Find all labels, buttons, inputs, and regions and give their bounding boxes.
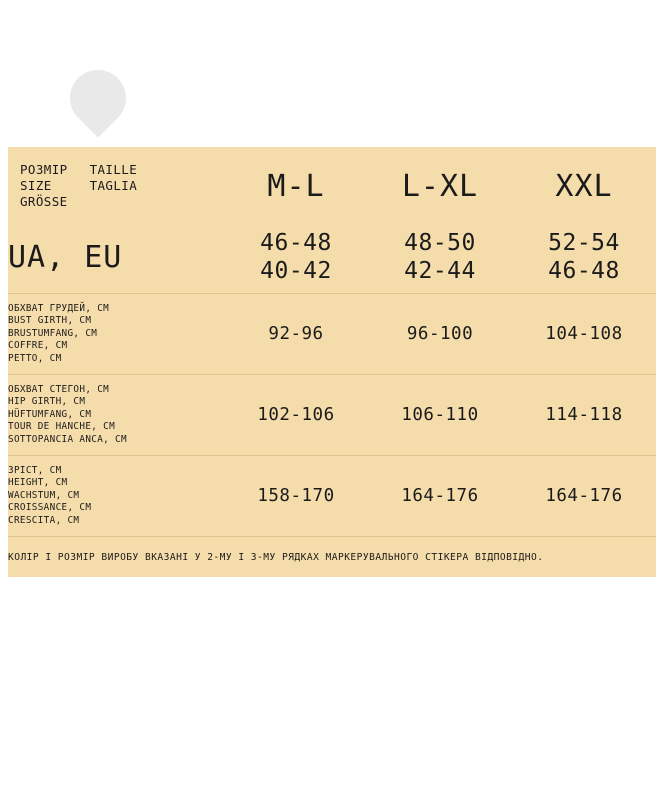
- table-cell: 114-118: [512, 375, 656, 456]
- size-column-heading: XXL: [555, 168, 613, 204]
- leaf-icon: [58, 58, 137, 137]
- size-column-heading: M-L: [267, 168, 325, 204]
- label-line: ЗРІСТ, СМ: [8, 465, 62, 477]
- row-label-hip-girth: [8, 375, 224, 456]
- label-line: ОБХВАТ ГРУДЕЙ, СМ: [8, 303, 110, 315]
- table-cell: [512, 221, 656, 294]
- label-line: CROISSANCE, СМ: [8, 502, 92, 514]
- size-chart-table: [8, 147, 656, 577]
- table-row-height: [8, 456, 656, 537]
- header-labels-fr-it: [90, 162, 138, 210]
- table-cell: [224, 221, 368, 294]
- header-label: РОЗМІР: [20, 162, 68, 177]
- row-label-height: [8, 456, 224, 537]
- label-line: ОБХВАТ СТЕГОН, СМ: [8, 384, 110, 396]
- header-label: GRÖSSE: [20, 194, 68, 209]
- label-line: PETTO, СМ: [8, 352, 62, 364]
- label-line: CRESCITA, СМ: [8, 514, 80, 526]
- value-bottom: 42-44: [404, 258, 476, 284]
- label-line: TOUR DE HANCHE, СМ: [8, 421, 116, 433]
- label-line: COFFRE, СМ: [8, 340, 68, 352]
- label-line: HEIGHT, СМ: [8, 477, 68, 489]
- header-label: TAGLIA: [89, 178, 138, 193]
- table-cell: 158-170: [224, 456, 368, 537]
- label-line: HÜFTUMFANG, СМ: [8, 408, 92, 420]
- label-line: BUST GIRTH, СМ: [8, 315, 92, 327]
- label-line: SOTTOPANCIA ANCA, СМ: [8, 433, 127, 445]
- row-label-ua-eu: UA, EU: [8, 221, 224, 294]
- size-column-heading: L-XL: [401, 168, 479, 204]
- value-top: 46-48: [260, 229, 332, 256]
- value-bottom: 46-48: [548, 258, 620, 284]
- header-labels-cell: [8, 147, 224, 221]
- table-cell: 92-96: [224, 294, 368, 375]
- table-cell: 106-110: [368, 375, 512, 456]
- value-top: 52-54: [548, 229, 620, 256]
- table-row-bust-girth: [8, 294, 656, 375]
- header-labels-ua-de: [20, 162, 68, 210]
- table-cell: 96-100: [368, 294, 512, 375]
- table-row-ua-eu: [8, 221, 656, 294]
- label-line: WACHSTUM, СМ: [8, 489, 80, 501]
- table-footer-note-row: [8, 537, 656, 578]
- footer-note: КОЛІР І РОЗМІР ВИРОБУ ВКАЗАНІ У 2-МУ І 3-МУ РЯДКАХ МАРКЕРУВАЛЬНОГО СТІКЕРА ВІДПОВІДНО.: [8, 551, 544, 563]
- table-cell: 164-176: [512, 456, 656, 537]
- row-label-bust-girth: [8, 294, 224, 375]
- table-row-hip-girth: [8, 375, 656, 456]
- table-header-row: [8, 147, 656, 221]
- header-label: TAILLE: [89, 162, 138, 177]
- table-cell: 164-176: [368, 456, 512, 537]
- label-line: HIP GIRTH, СМ: [8, 396, 86, 408]
- table-cell: 102-106: [224, 375, 368, 456]
- label-line: BRUSTUMFANG, СМ: [8, 327, 98, 339]
- header-label: SIZE: [20, 178, 52, 193]
- value-top: 48-50: [404, 229, 476, 256]
- table-cell: [368, 221, 512, 294]
- value-bottom: 40-42: [260, 258, 332, 284]
- table-cell: 104-108: [512, 294, 656, 375]
